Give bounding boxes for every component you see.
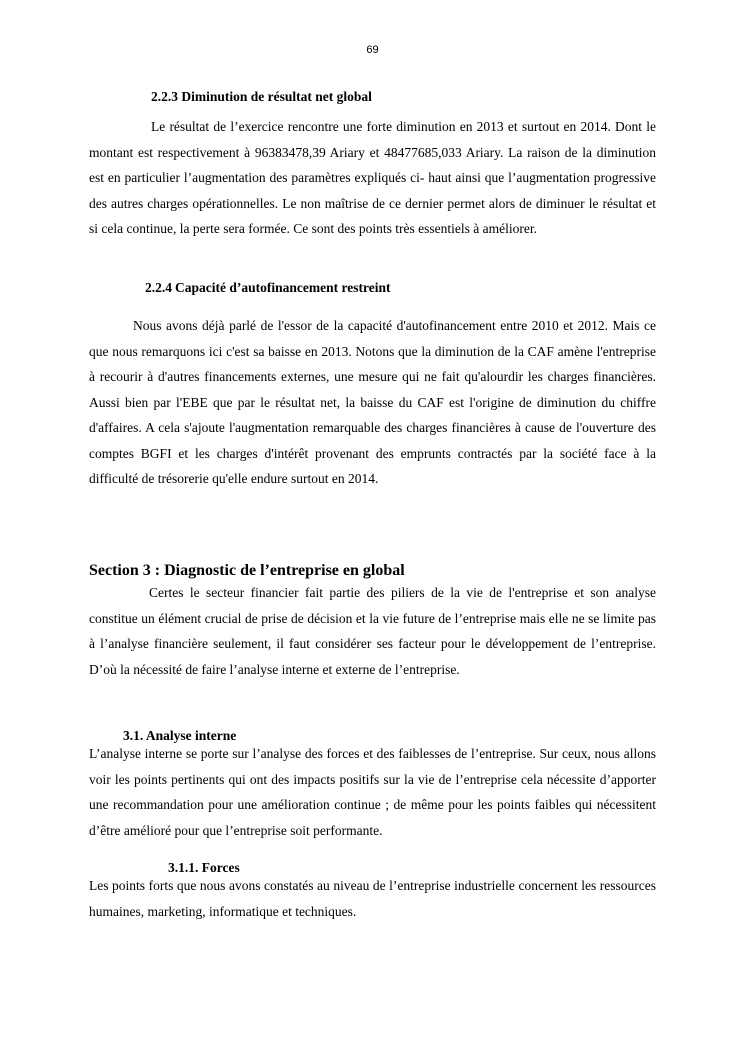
heading-3-1-1: 3.1.1. Forces (168, 860, 240, 875)
page-number: 69 (366, 44, 379, 56)
heading-2-2-4-number: 2.2.4 (145, 280, 172, 295)
paragraph-2-2-3: Le résultat de l’exercice rencontre une forte diminution en 2013 et surtout en 2014. Dont le montant est respectivement à 96383478,39 Ariary et 48477685,033 Ariary. La raison de la diminution est en particulier l’augmentation des paramètres expliqués ci- haut ainsi que l’augmentation progressive des autres charges opérationnelles. Le non maîtrise de ce dernier permet alors de diminuer le résultat et si cela continue, la perte sera formée. Ce sont des points très essentiels à améliorer. (89, 119, 656, 236)
paragraph-2-2-4: Nous avons déjà parlé de l'essor de la capacité d'autofinancement entre 2010 et 2012. Mais ce que nous remarquons ici c'est sa baisse en 2013. Notons que la diminution de la CAF amène l'entreprise à recourir à d'autres financements externes, une mesure qui ne fait qu'alourdir les charges financières. Aussi bien par l'EBE que par le résultat net, la baisse du CAF est l'origine de diminution du chiffre d'affaires. A cela s'ajoute l'augmentation remarquable des charges financières à cause de l'ouverture des comptes BGFI et les charges d'intérêt provenant des emprunts contractés par la société face à la difficulté de trésorerie qu'elle endure surtout en 2014. (89, 318, 656, 486)
heading-2-2-4-title: Capacité d’autofinancement restreint (175, 280, 391, 295)
heading-3-1: 3.1. Analyse interne (123, 728, 237, 743)
paragraph-3-1-1: Les points forts que nous avons constatés au niveau de l’entreprise industrielle concernent les ressources humaines, marketing, informatique et techniques. (89, 878, 656, 919)
section-3-heading: Section 3 : Diagnostic de l’entreprise en global (89, 562, 405, 579)
heading-2-2-4 (145, 280, 390, 296)
heading-2-2-3: 2.2.3 Diminution de résultat net global (151, 89, 372, 104)
paragraph-3-1: L’analyse interne se porte sur l’analyse des forces et des faiblesses de l’entreprise. Sur ceux, nous allons voir les points pertinents qui ont des impacts positifs sur la vie de l’entreprise cela nécessite d’apporter une recommandation pour une amélioration continue ; de même pour les points faibles qui nécessitent d’être amélioré pour que l’entreprise soit performante. (89, 746, 656, 838)
paragraph-section-3: Certes le secteur financier fait partie des piliers de la vie de l'entreprise et son analyse constitue un élément crucial de prise de décision et la vie future de l’entreprise mais elle ne se limite pas à l’analyse financière seulement, il faut considérer ses facteur pour le développement de l’entreprise. D’où la nécessité de faire l’analyse interne et externe de l’entreprise. (89, 585, 656, 677)
